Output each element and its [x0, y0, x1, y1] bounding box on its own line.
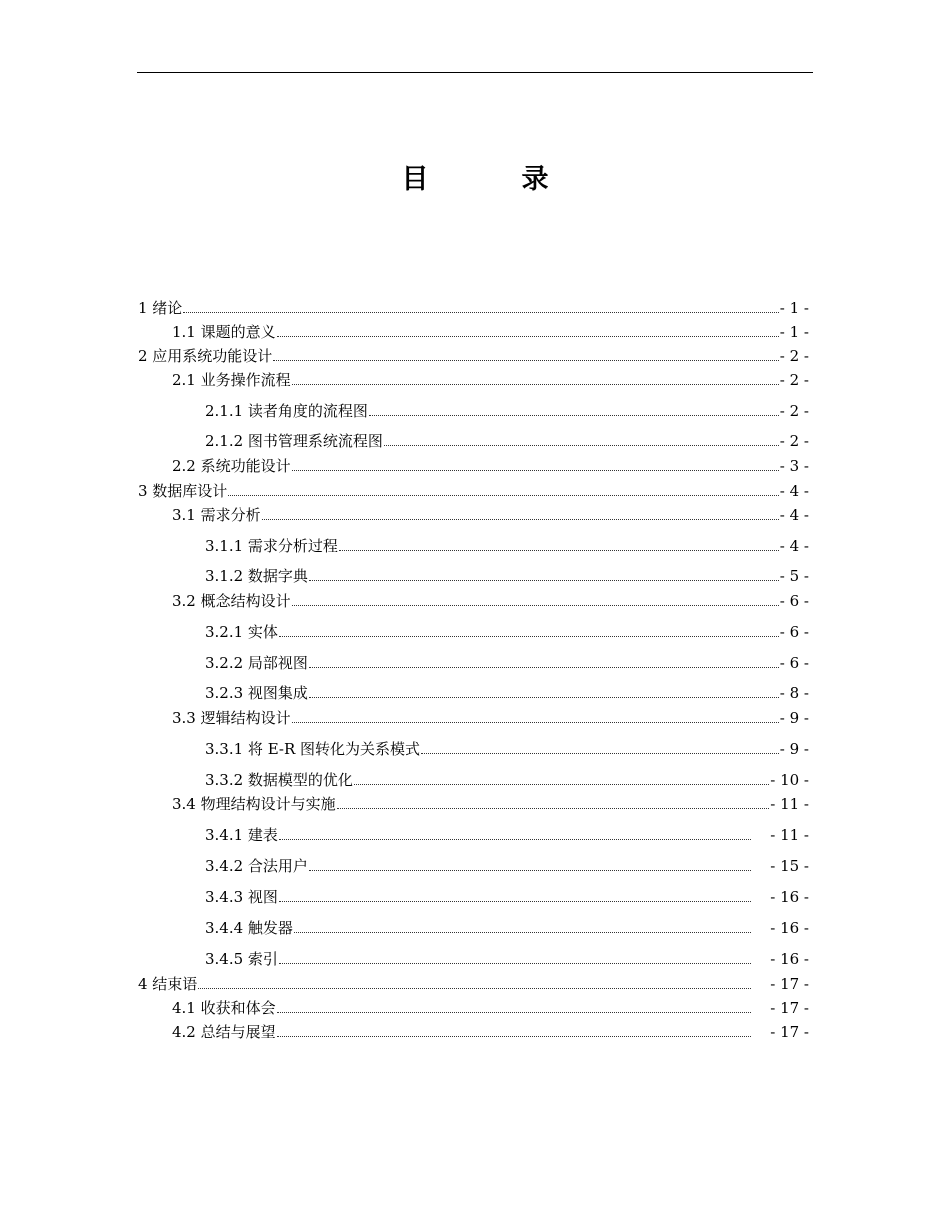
toc-entry-label: 3.3.1 将 E-R 图转化为关系模式	[205, 740, 421, 758]
toc-dot-leader	[339, 550, 779, 551]
toc-entry-page: - 6 -	[779, 654, 809, 672]
toc-entry-page: - 2 -	[779, 347, 809, 365]
toc-entry-page: - 17 -	[770, 1023, 809, 1041]
toc-entry[interactable]	[172, 1021, 809, 1041]
toc-entry-label: 3.1.1 需求分析过程	[205, 537, 338, 555]
toc-entry[interactable]	[138, 480, 809, 500]
toc-entry-page: - 15 -	[770, 857, 809, 875]
toc-entry[interactable]	[172, 369, 809, 389]
toc-entry-page: - 1 -	[779, 323, 809, 341]
toc-entry[interactable]	[205, 565, 809, 585]
toc-entry[interactable]	[205, 769, 809, 789]
toc-entry-page: - 2 -	[779, 402, 809, 420]
toc-entry-label: 2.1.2 图书管理系统流程图	[205, 432, 383, 450]
page-title: 目 录	[401, 164, 582, 195]
toc-entry-page: - 16 -	[770, 950, 809, 968]
toc-entry[interactable]	[205, 652, 809, 672]
toc-dot-leader	[273, 360, 778, 361]
toc-entry-page: - 9 -	[779, 709, 809, 727]
toc-entry-page: - 16 -	[770, 888, 809, 906]
toc-entry[interactable]	[138, 297, 809, 317]
toc-entry-page: - 4 -	[779, 537, 809, 555]
toc-dot-leader	[309, 697, 779, 698]
toc-entry-page: - 4 -	[779, 506, 809, 524]
toc-entry-page: - 2 -	[779, 371, 809, 389]
toc-entry[interactable]	[172, 455, 809, 475]
toc-entry-label: 1.1 课题的意义	[172, 323, 276, 341]
toc-dot-leader	[292, 605, 779, 606]
toc-entry-page: - 1 -	[779, 299, 809, 317]
toc-entry-page: - 17 -	[770, 975, 809, 993]
toc-entry-label: 3.2.2 局部视图	[205, 654, 308, 672]
toc-entry-page: - 16 -	[770, 919, 809, 937]
toc-entry-page: - 6 -	[779, 623, 809, 641]
toc-entry-label: 3.4.5 索引	[205, 950, 278, 968]
toc-dot-leader	[354, 784, 769, 785]
toc-entry-label: 2.1.1 读者角度的流程图	[205, 402, 368, 420]
toc-entry[interactable]	[205, 400, 809, 420]
toc-entry[interactable]	[205, 430, 809, 450]
toc-dot-leader	[277, 1036, 752, 1037]
toc-dot-leader	[279, 636, 779, 637]
toc-entry-label: 1 绪论	[138, 299, 183, 317]
toc-dot-leader	[183, 312, 778, 313]
toc-entry-label: 3.1.2 数据字典	[205, 567, 308, 585]
toc-entry-label: 4.1 收获和体会	[172, 999, 276, 1017]
toc-dot-leader	[309, 870, 751, 871]
toc-dot-leader	[294, 932, 751, 933]
toc-dot-leader	[198, 988, 751, 989]
toc-entry-page: - 9 -	[779, 740, 809, 758]
toc-entry-page: - 17 -	[770, 999, 809, 1017]
toc-dot-leader	[277, 1012, 752, 1013]
toc-entry-page: - 3 -	[779, 457, 809, 475]
toc-entry[interactable]	[172, 590, 809, 610]
toc-entry-label: 3.3.2 数据模型的优化	[205, 771, 353, 789]
toc-entry-page: - 10 -	[770, 771, 809, 789]
toc-entry-page: - 2 -	[779, 432, 809, 450]
toc-entry[interactable]	[205, 682, 809, 702]
toc-entry[interactable]	[205, 738, 809, 758]
toc-dot-leader	[309, 667, 779, 668]
toc-dot-leader	[279, 901, 751, 902]
toc-entry-page: - 6 -	[779, 592, 809, 610]
toc-entry-label: 3 数据库设计	[138, 482, 228, 500]
toc-entry-label: 3.4 物理结构设计与实施	[172, 795, 336, 813]
toc-entry[interactable]	[205, 855, 809, 875]
toc-entry-label: 4.2 总结与展望	[172, 1023, 276, 1041]
toc-dot-leader	[309, 580, 779, 581]
toc-dot-leader	[262, 519, 779, 520]
toc-entry[interactable]	[205, 948, 809, 968]
toc-entry-label: 3.2 概念结构设计	[172, 592, 291, 610]
toc-dot-leader	[228, 495, 778, 496]
toc-entry-page: - 4 -	[779, 482, 809, 500]
toc-entry-page: - 8 -	[779, 684, 809, 702]
toc-entry-label: 3.4.4 触发器	[205, 919, 293, 937]
toc-entry[interactable]	[205, 535, 809, 555]
toc-entry[interactable]	[172, 504, 809, 524]
toc-entry-label: 3.4.3 视图	[205, 888, 278, 906]
toc-entry-label: 3.4.2 合法用户	[205, 857, 308, 875]
toc-entry-label: 4 结束语	[138, 975, 198, 993]
toc-entry-page: - 11 -	[770, 795, 809, 813]
toc-dot-leader	[421, 753, 779, 754]
toc-entry-label: 3.4.1 建表	[205, 826, 278, 844]
toc-entry[interactable]	[205, 824, 809, 844]
toc-entry[interactable]	[205, 917, 809, 937]
toc-entry[interactable]	[205, 621, 809, 641]
toc-dot-leader	[292, 470, 779, 471]
toc-entry[interactable]	[172, 707, 809, 727]
toc-dot-leader	[337, 808, 770, 809]
toc-dot-leader	[279, 839, 751, 840]
toc-entry-label: 3.1 需求分析	[172, 506, 261, 524]
toc-dot-leader	[292, 384, 779, 385]
toc-dot-leader	[279, 963, 751, 964]
toc-entry-label: 3.2.3 视图集成	[205, 684, 308, 702]
toc-dot-leader	[292, 722, 779, 723]
toc-entry-label: 2.2 系统功能设计	[172, 457, 291, 475]
toc-entry-page: - 5 -	[779, 567, 809, 585]
toc-entry-label: 2 应用系统功能设计	[138, 347, 273, 365]
toc-entry[interactable]	[205, 886, 809, 906]
toc-entry[interactable]	[138, 973, 809, 993]
toc-entry[interactable]	[172, 321, 809, 341]
toc-entry[interactable]	[138, 345, 809, 365]
toc-entry-label: 3.2.1 实体	[205, 623, 278, 641]
toc-entry[interactable]	[172, 793, 809, 813]
toc-entry-label: 3.3 逻辑结构设计	[172, 709, 291, 727]
toc-dot-leader	[369, 415, 779, 416]
toc-entry-label: 2.1 业务操作流程	[172, 371, 291, 389]
toc-entry[interactable]	[172, 997, 809, 1017]
toc-dot-leader	[384, 445, 779, 446]
toc-dot-leader	[277, 336, 779, 337]
toc-entry-page: - 11 -	[770, 826, 809, 844]
